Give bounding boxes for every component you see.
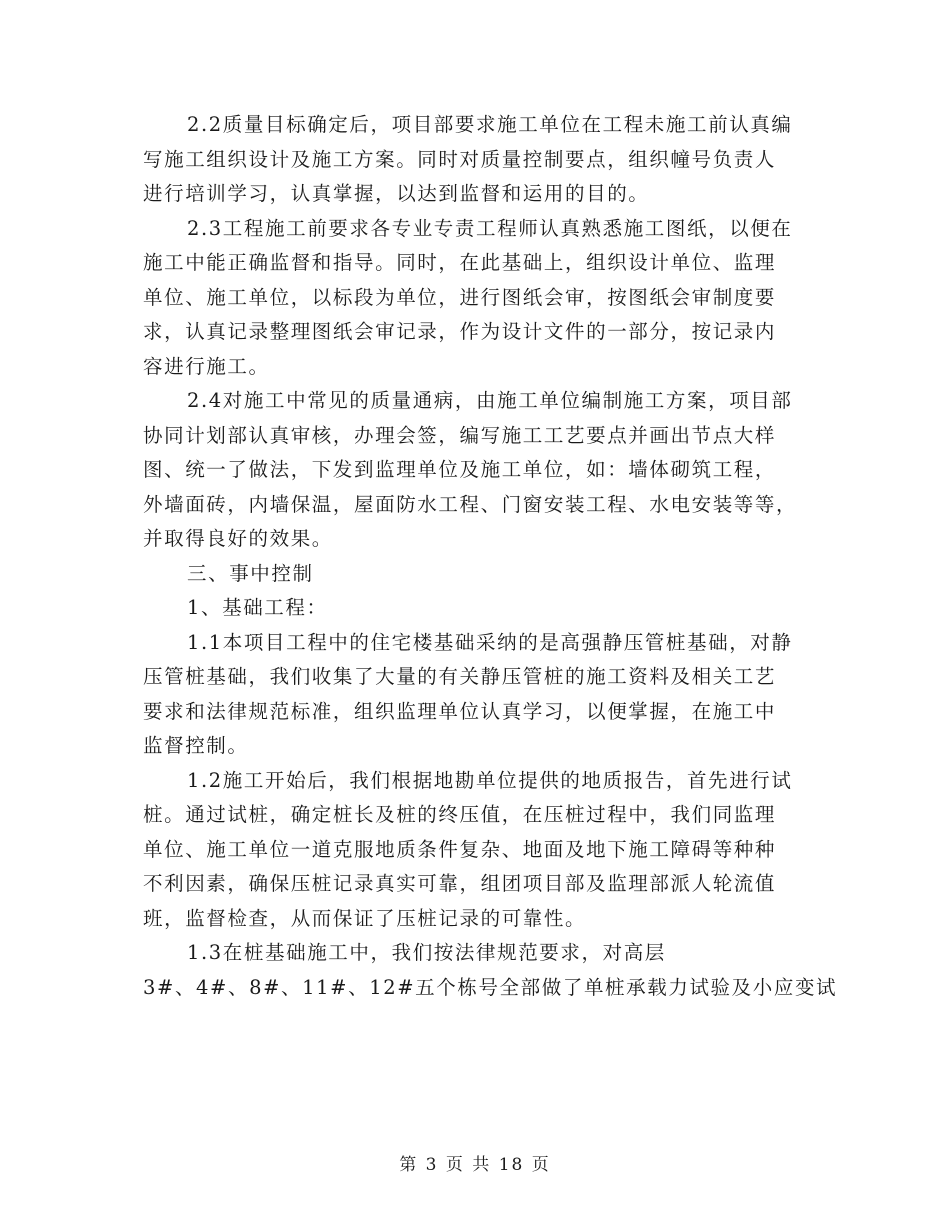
paragraph	[143, 557, 815, 592]
footer-prefix: 第	[399, 1155, 419, 1175]
text-line: 进行培训学习，认真掌握，以达到监督和运用的目的。	[143, 182, 650, 205]
paragraph	[143, 108, 815, 212]
footer-middle: 页 共	[445, 1155, 492, 1175]
text-line: 要求和法律规范标准，组织监理单位认真学习，以便掌握，在施工中	[143, 699, 777, 723]
text-line: 不利因素，确保压桩记录真实可靠，组团项目部及监理部派人轮流值	[143, 872, 777, 895]
text-line: 1.2施工开始后，我们根据地勘单位提供的地质报告，首先进行试	[187, 768, 793, 792]
text-line: 3#、4#、8#、11#、12#五个栋号全部做了单桩承载力试验及小应变试	[143, 975, 838, 999]
text-line: 单位、施工单位，以标段为单位，进行图纸会审，按图纸会审制度要	[143, 285, 777, 309]
text-line: 班，监督检查，从而保证了压桩记录的可靠性。	[143, 906, 587, 930]
text-line: 1.3在桩基础施工中，我们按法律规范要求，对高层	[187, 941, 666, 964]
text-line: 2.3工程施工前要求各专业专责工程师认真熟悉施工图纸，以便在	[187, 216, 793, 240]
text-line: 求，认真记录整理图纸会审记录，作为设计文件的一部分，按记录内	[143, 320, 777, 343]
text-line: 并取得良好的效果。	[143, 527, 333, 550]
text-line: 单位、施工单位一道克服地质条件复杂、地面及地下施工障碍等种种	[143, 837, 777, 861]
text-line: 三、事中控制	[187, 561, 314, 585]
paragraph	[143, 764, 815, 937]
text-line: 图、统一了做法，下发到监理单位及施工单位，如：墙体砌筑工程，	[143, 458, 777, 481]
paragraph	[143, 591, 815, 626]
text-line: 监督控制。	[143, 734, 249, 757]
current-page-number: 3	[425, 1155, 439, 1175]
footer-suffix: 页	[531, 1155, 551, 1175]
text-line: 写施工组织设计及施工方案。同时对质量控制要点，组织幢号负责人	[143, 147, 777, 171]
text-line: 外墙面砖，内墙保温，屋面防水工程、门窗安装工程、水电安装等等，	[143, 492, 798, 516]
text-line: 2.2质量目标确定后，项目部要求施工单位在工程未施工前认真编	[187, 113, 793, 136]
text-line: 1、基础工程：	[187, 596, 328, 619]
paragraph	[143, 936, 838, 1005]
page-footer	[0, 1150, 950, 1175]
text-line: 1.1本项目工程中的住宅楼基础采纳的是高强静压管桩基础，对静	[187, 630, 793, 654]
total-page-count: 18	[498, 1155, 525, 1175]
text-line: 施工中能正确监督和指导。同时，在此基础上，组织设计单位、监理	[143, 251, 777, 274]
text-line: 2.4对施工中常见的质量通病，由施工单位编制施工方案，项目部	[187, 389, 793, 412]
text-line: 压管桩基础，我们收集了大量的有关静压管桩的施工资料及相关工艺	[143, 665, 777, 688]
text-line: 容进行施工。	[143, 354, 270, 378]
text-line: 桩。通过试桩，确定桩长及桩的终压值，在压桩过程中，我们同监理	[143, 803, 777, 826]
document-body	[143, 108, 838, 1005]
text-line: 协同计划部认真审核，办理会签，编写施工工艺要点并画出节点大样	[143, 423, 777, 447]
paragraph	[143, 626, 815, 764]
paragraph	[143, 212, 815, 385]
paragraph	[143, 384, 815, 557]
